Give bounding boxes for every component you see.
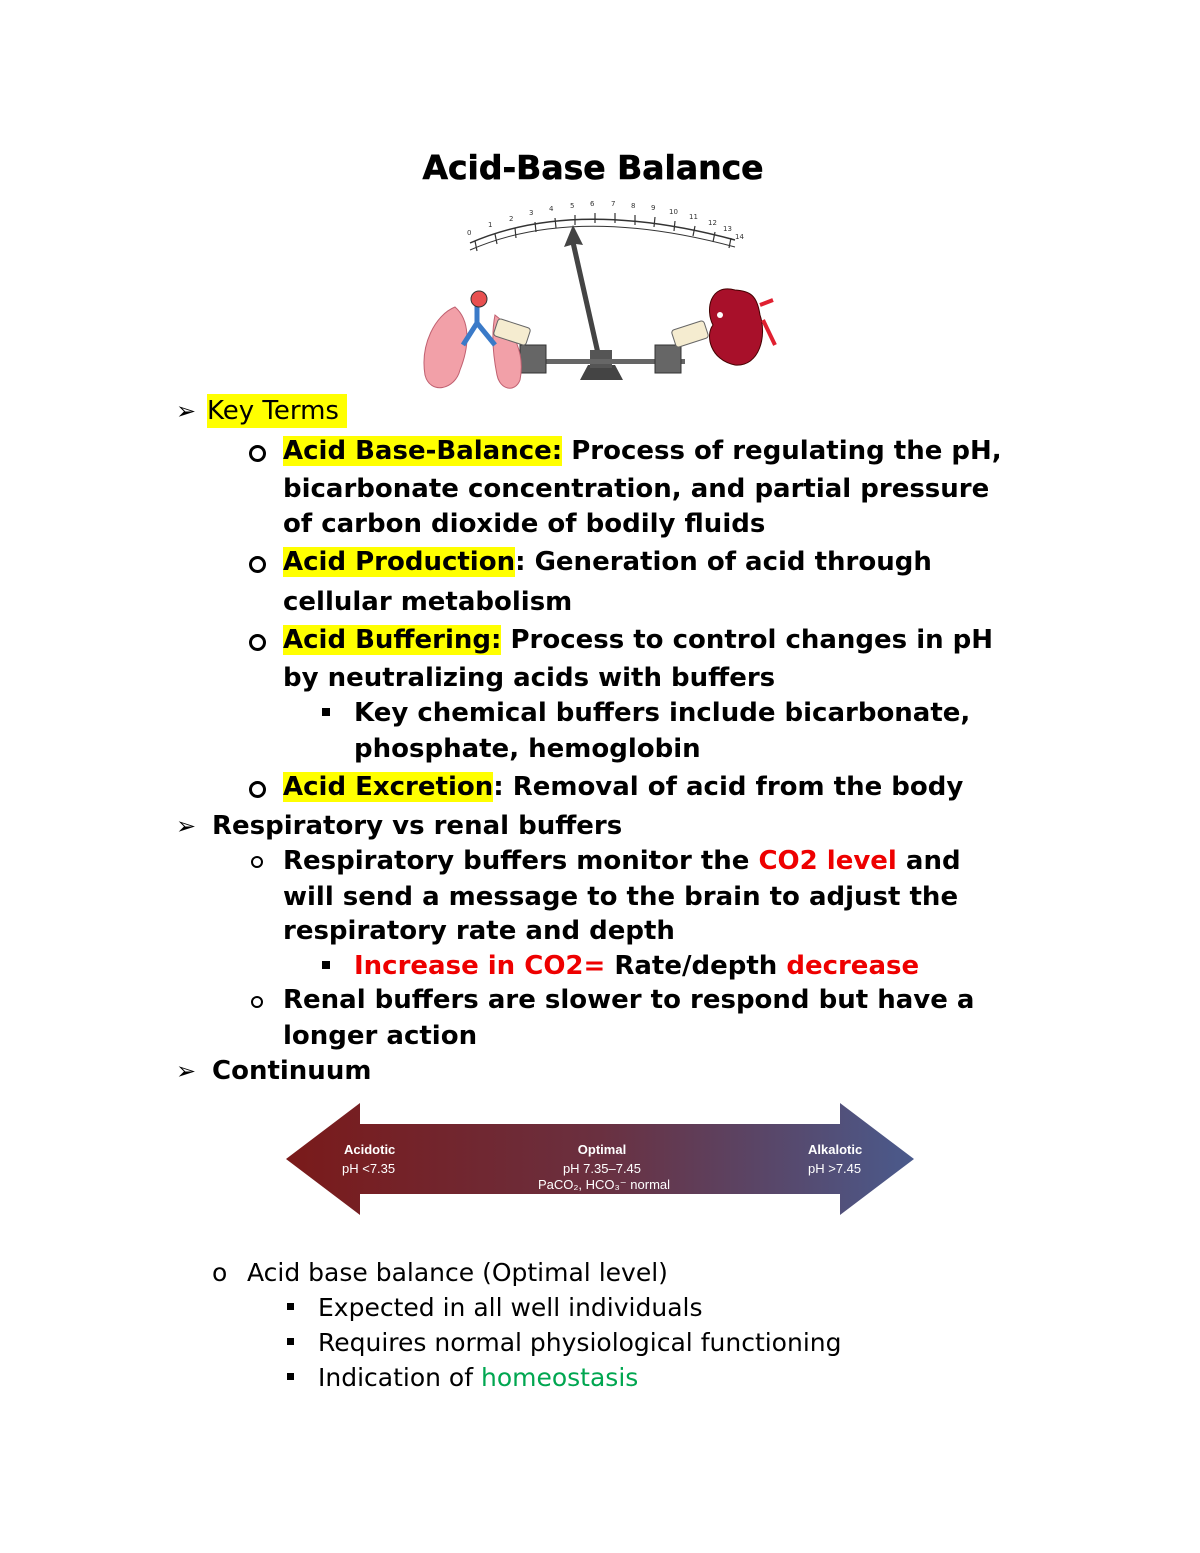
right-pan [655, 345, 681, 373]
tick-label: 5 [570, 202, 575, 210]
square-bullet-icon [287, 1373, 294, 1380]
term-acid-production: Acid Production: Generation of acid through [283, 547, 932, 577]
lung-left-icon [424, 307, 467, 388]
tick-label: 9 [651, 204, 656, 212]
tick-label: 11 [689, 213, 698, 221]
respiratory-buffers-line: will send a message to the brain to adjust the [283, 882, 959, 912]
kidney-eye-icon [717, 312, 723, 318]
ph-balance-illustration [415, 195, 785, 395]
definition-line: by neutralizing acids with buffers [283, 663, 776, 693]
optimal-sub-item: Expected in all well individuals [318, 1293, 703, 1322]
definition-line: cellular metabolism [283, 587, 573, 617]
tick-label: 13 [723, 225, 732, 233]
continuum-heading: Continuum [212, 1056, 372, 1086]
circle-bullet-icon [249, 634, 266, 651]
tick-label: 2 [509, 215, 514, 223]
co2-effect: Increase in CO2= Rate/depth decrease [354, 951, 920, 981]
tick-label: 8 [631, 202, 636, 210]
optimal-ph: pH 7.35–7.45 [562, 1161, 642, 1176]
circle-bullet-icon [249, 556, 266, 573]
acidotic-ph: pH <7.35 [342, 1161, 396, 1176]
left-pan [520, 345, 546, 373]
tick-label: 12 [708, 219, 717, 227]
tick-label: 6 [590, 200, 595, 208]
page-title: Acid-Base Balance [422, 148, 764, 187]
tick-label: 1 [488, 221, 493, 229]
ph-scale-labels [467, 200, 744, 241]
alkalotic-label: Alkalotic [808, 1142, 863, 1157]
optimal-label: Optimal [577, 1142, 627, 1157]
kidney-bottle-icon [671, 320, 709, 348]
square-bullet-icon [287, 1303, 294, 1310]
tick-label: 0 [467, 229, 472, 237]
ph-continuum-arrow [284, 1100, 916, 1218]
respiratory-buffers-line: respiratory rate and depth [283, 916, 675, 946]
alkalotic-ph: pH >7.45 [808, 1161, 862, 1176]
tick-label: 14 [735, 233, 744, 241]
acidotic-label: Acidotic [344, 1142, 396, 1157]
square-bullet-icon [322, 961, 330, 969]
optimal-item: Acid base balance (Optimal level) [247, 1258, 668, 1287]
tick-label: 4 [549, 205, 554, 213]
tick-label: 3 [529, 209, 534, 217]
renal-buffers-line: longer action [283, 1021, 478, 1051]
lung-face-icon [471, 291, 487, 307]
square-bullet-icon [322, 708, 330, 716]
term-acid-excretion: Acid Excretion: Removal of acid from the body [283, 772, 964, 802]
respiratory-buffers-text: Respiratory buffers monitor the CO2 level and [283, 846, 961, 876]
circle-bullet-icon [249, 781, 266, 798]
tick-label: 10 [669, 208, 678, 216]
circle-bullet-icon [251, 996, 263, 1008]
double-arrow-shape [286, 1103, 914, 1215]
optimal-gas: PaCO₂, HCO₃⁻ normal [537, 1177, 671, 1192]
arrow-bullet-icon: ➢ [176, 812, 197, 840]
key-terms-heading: Key Terms [207, 394, 347, 428]
tick-label: 7 [611, 200, 616, 208]
kidney-icon [709, 289, 762, 365]
homeostasis-item: Indication of homeostasis [318, 1363, 639, 1392]
square-bullet-icon [287, 1338, 294, 1345]
term-acid-buffering: Acid Buffering: Process to control changes in pH [283, 625, 994, 655]
sub-item: Key chemical buffers include bicarbonate, [354, 698, 971, 728]
arrow-bullet-icon: ➢ [176, 397, 197, 425]
definition-line: of carbon dioxide of bodily fluids [283, 509, 766, 539]
buffers-heading: Respiratory vs renal buffers [212, 811, 623, 841]
definition-line: bicarbonate concentration, and partial pressure [283, 474, 990, 504]
sub-item: phosphate, hemoglobin [354, 734, 701, 764]
circle-bullet-icon [251, 856, 263, 868]
scale-needle [564, 225, 601, 356]
term-acid-base-balance: Acid Base-Balance: Process of regulating the pH, [283, 436, 1002, 466]
optimal-bullet-icon: o [212, 1258, 228, 1287]
circle-bullet-icon [249, 445, 266, 462]
renal-buffers-text: Renal buffers are slower to respond but have a [283, 985, 975, 1015]
optimal-sub-item: Requires normal physiological functioning [318, 1328, 842, 1357]
arrow-bullet-icon: ➢ [176, 1057, 197, 1085]
